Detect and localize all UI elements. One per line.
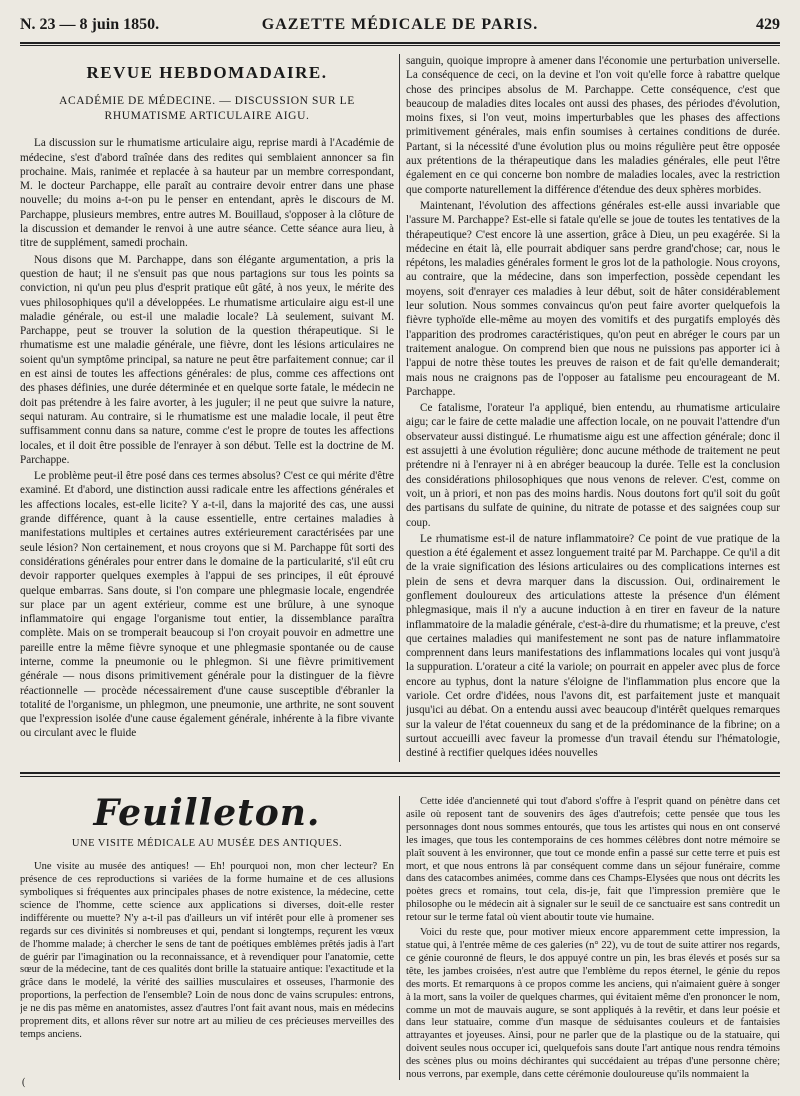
revue-right-column (406, 54, 780, 762)
paragraph: Cette idée d'ancienneté qui tout d'abord s'offre à l'esprit quand on pénètre dans cet asile où reposent tant de souvenirs des âges d'autrefois; cette pensée que tous les personnages dont nous sommes entourés, que tous les artistes qui nous en ont conservé les images, que tous les contemporains de ces hommes célèbres dont notre mémoire se plaît souvent à les environner, que tout ce monde enfin a passé sur cette terre et puis est mort, et que nous entrons là par conséquent comme dans un séjour funéraire, comme dans des catacombes animées, comme dans ces Champs-Elysées que nous ont décrits les poètes grecs et romains, tout cela, dis-je, fait que l'impression première que le philosophe ou le médecin ait à signaler sur le seuil de ce sanctuaire est sans contredit un retour sur le terme fatal où vient aboutir toute vie humaine. (406, 796, 780, 924)
paragraph: Maintenant, l'évolution des affections générales est-elle aussi invariable que l'assure M. Parchappe? Est-elle si fatale qu'elle se joue de toutes les tentatives de la thérapeutique? C'est encore là une assertion, grâce à Dieu, un peu exagérée. Si la médecine en était là, elle pourrait abdiquer sans perdre grand'chose; car, nous le répétons, les maladies générales forment le gros lot de la pathologie. Nous croyons, au contraire, que la médecine, dans son imperfection, possède cependant les moyens, soit d'enrayer ces maladies à leur début, soit de hâter considérablement leur solution. Nous sommes convaincus qu'on peut faire avorter quelquefois la fièvre typhoïde elle-même au moyen des vomitifs et des purgatifs employés dès l'apparition des prodromes caractéristiques, qu'on peut en abréger le cours par un traitement analogue. On comprend bien que nous ne puissions pas apporter ici à l'appui de notre thèse toutes les preuves de raison et de fait qu'elle demanderait; mais nous ne craignons pas de l'opposer au fatalisme peu encourageant de M. Parchappe. (406, 199, 780, 398)
feuilleton-left-column (20, 796, 394, 1080)
paragraph: Une visite au musée des antiques! — Eh! pourquoi non, mon cher lecteur? En présence de ces reproductions si variées de la forme humaine et de ces allusions symboliques si fréquentes aux principales phases de notre existence, la médecine, cette science de l'homme, cette science aux applications si diverses, doit-elle rester indifférente ou muette? N'y a-t-il pas d'ailleurs un vif intérêt pour elle à promener ses regards sur ces divinités si nombreuses et qui, pendant si longtemps, reçurent les vœux de l'homme malade; à chercher le sens de tant de poétiques emblèmes prêtés jadis à l'art de guérir par l'imagination ou la reconnaissance, et à revendiquer pour l'anatomie, cette sœur de la médecine, tant de ces qualités dont brille la statuaire antique: l'exactitude et la grâce dans le modelé, la vérité des saillies musculaires et osseuses, l'harmonie des proportions, la perfection de l'ensemble? Loin de nous donc de vains scrupules: entrons, je ne dis pas même en anatomistes, assez d'autres l'ont fait avant nous, mais en médecins proprement dits, et allons rêver sur notre art au milieu de ces précieuses merveilles des temps anciens. (20, 861, 394, 1040)
revue-left-column (20, 54, 394, 762)
paragraph: Ce fatalisme, l'orateur l'a appliqué, bien entendu, au rhumatisme articulaire aigu; car le faire de cette maladie une affection locale, on ne pouvait l'attendre d'un observateur aussi distingué. Le rhumatisme aigu est une affection générale; donc il est assujetti à une évolution régulière; donc aucune méthode de traitement ne peut prétendre ni à l'enrayer ni à en abréger beaucoup la durée. Telle est la conclusion des considérations philosophiques que nous venons de relever. C'est, comme on voit, un à priori, et non pas des moins hardis. Nous doutons fort qu'il soit du goût des partisans du sulfate de quinine, du nitrate de potasse et des saignées coup sur coup. (406, 402, 780, 529)
header-rule-thin (20, 45, 780, 46)
feuilleton-subtitle: UNE VISITE MÉDICALE AU MUSÉE DES ANTIQUES. (71, 838, 343, 850)
feuilleton-right-column (406, 796, 780, 1080)
feuilleton-rule-thin (20, 776, 780, 777)
paragraph: La discussion sur le rhumatisme articulaire aigu, reprise mardi à l'Académie de médecine, s'est d'abord traînée dans des redites qui semblaient annoncer sa fin prochaine. Mais, ranimée et replacée à sa hauteur par un membre correspondant, M. le docteur Parchappe, elle paraît au contraire devoir entrer dans une phase nouvelle; du moins a-t-on pu le penser en entendant, après le discours de M. Parchappe, plusieurs membres, entre autres M. Bouillaud, s'opposer à la clôture de la discussion et demander le renvoi à une autre séance. Cette séance aura lieu, à titre de supplément, samedi prochain. (20, 137, 394, 250)
page-number: 429 (756, 16, 780, 33)
paragraph: Le problème peut-il être posé dans ces termes absolus? C'est ce qui mérite d'être examiné. Et d'abord, une distinction aussi radicale entre les affections générales et les affections locales, est-elle licite? Y a-t-il, dans la majorité des cas, une aussi grande différence, quant à la cause essentielle, entre certaines maladies à manifestations multiples et certaines autres extérieurement caractérisées par une seule lésion? Non certainement, et nous croyons que si M. Parchappe fût sorti des considérations générales pour entrer dans le domaine de la particularité, s'il eût cru devoir rapporter quelques exemples à l'appui de ses principes, il eût éprouvé quelque embarras. Sans doute, si l'on compare une phlegmasie locale, engendrée sur place par un agent extérieur, comme est une brûlure, à une synoque inflammatoire qui engage l'organisme tout entier, la dissemblance paraîtra complète. Mais on se tromperait beaucoup si l'on croyait pouvoir en admettre une pareille entre la même fièvre synoque et une phlegmasie spontanée ou de cause interne, comme la pneumonie ou le phlegmon. Si une fièvre primitivement générale — nous disons primitivement générale pour la distinguer de la fièvre réactionnelle — procède nécessairement d'une cause susceptible d'ébranler la totalité de l'organisme, un phlegmon, une pneumonie, une arthrite, ne sont souvent que l'expression isolée d'une cause également générale, inhérente à la fibre vivante ou circulant avec le fluide (20, 470, 394, 740)
header-rule (20, 42, 780, 44)
issue-date: N. 23 — 8 juin 1850. (20, 16, 160, 33)
margin-mark: ( (22, 1077, 26, 1088)
feuilleton-title: Feuilleton. (93, 796, 321, 834)
revue-title: REVUE HEBDOMADAIRE. (86, 63, 328, 82)
column-divider (399, 54, 400, 762)
feuilleton-rule (20, 772, 780, 774)
paragraph: Voici du reste que, pour motiver mieux encore apparemment cette impression, la statue qui, à l'entrée même de ces galeries (n° 22), vu de tout de suite attirer nos regards, ce génie couronné de fleurs, le dos appuyé contre un pin, les bras élevés et posés sur sa tête, les jambes croisées, n'est autre que l'emblème du repos éternel, le génie du repos des morts. Et remarquons à ce propos comme les anciens, qui n'aimaient guère à songer à la mort, sans la voiler de quelques charmes, qui évitaient même d'en prononcer le nom, comme un mot de mauvais augure, se sont appliqués à la revêtir, et dans leur poésie et dans leur statuaire, comme d'un masque de séduisantes couleurs et de fantaisies attrayantes et joyeuses. Ainsi, pour ne parler que de la plastique ou de la statuaire, qui doivent seules nous occuper ici, quelquefois sans doute l'art antique nous rendra témoins des scènes plus ou moins déchirantes qui succédaient au trépas d'une personne chère; nous verrons, par exemple, dans cette cérémonie douloureuse qu'ils nommaient la (406, 927, 780, 1080)
paragraph: sanguin, quoique impropre à amener dans l'économie une perturbation universelle. La conséquence de ceci, on la devine et l'on voit qu'elle force à rabattre quelque chose des principes absolus de M. Parchappe. Cette conséquence, c'est que beaucoup de maladies dites locales ont aussi des phases, des périodes d'évolution, moins fixes, si l'on veut, moins imperturbables que les phases des affections primitivement générales, mais enfin soumises à certaines conditions de durée. Partant, si la nécessité d'une évolution plus ou moins régulière peut être opposée aux prétentions de la thérapeutique dans les maladies générales, elle peut l'être également en ce qui concerne bon nombre de maladies locales, avec la restriction que comporte naturellement la différence d'étendue des deux sphères morbides. (406, 55, 780, 196)
section-heading: ACADÉMIE DE MÉDECINE. — DISCUSSION SUR LE RHUMATISME ARTICULAIRE AIGU. (59, 95, 355, 123)
journal-title: GAZETTE MÉDICALE DE PARIS. (261, 16, 539, 33)
paragraph: Le rhumatisme est-il de nature inflammatoire? Ce point de vue pratique de la question a été également et assez longuement traité par M. Parchappe. Ce qu'il a dit de la vraie signification des lésions articulaires ou des complications internes est plein de sens et devra marquer dans la discussion. Oui, ordinairement le gonflement douloureux des articulations atteste la présence d'un élément phlegmasique, mais il n'y a aucune induction à en tirer en faveur de la nature inflammatoire de la maladie générale, c'est-à-dire du rhumatisme; et la preuve, c'est que certaines maladies qui manifestement ne sont pas de nature inflammatoire comprennent dans leurs manifestations des inflammations locales qui vont jusqu'à la suppuration. L'orateur a cité la variole; on pourrait en appeler avec plus de force encore au typhus, dont la nature s'éloigne de l'inflammation plus encore que la variole. Cet ordre d'idées, nous l'avons dit, est parfaitement juste et manquait jusqu'ici au débat. On a entendu aussi avec beaucoup d'intérêt quelques remarques sur la valeur de l'état couenneux du sang et de la prédominance de la fibrine; on a surtout accueilli avec faveur la promesse d'un travail étendu sur l'hématologie, destiné à rectifier quelques idées nouvelles (406, 532, 780, 760)
paragraph: Nous disons que M. Parchappe, dans son élégante argumentation, a pris la question de haut; il ne s'ensuit pas que nous partagions sur tous les points sa conviction, ni qu'un peu plus d'esprit pratique eût gâté, à nos yeux, le mérite des vues philosophiques qu'il a développées. Le rhumatisme articulaire aigu est-il une maladie générale, ou est-il une maladie locale? Là seulement, suivant M. Parchappe, peut se trouver la solution de la question thérapeutique. Si le rhumatisme est une maladie générale, une fièvre, dont les lésions articulaires ne soient qu'un symptôme principal, sa nature ne peut être parfaitement connue; car il en est ainsi de toutes les affections générales: de plus, comme ces affections ont des phases définies, une durée déterminée et en quelque sorte fatale, le médecin ne doit pas prétendre à les faire avorter, à les juguler; il ne peut que suivre la nature, sequi naturam. Au contraire, si le rhumatisme est une maladie locale, il peut être suffisamment connu dans sa nature, comme c'est le propre de toutes les affections locales, et il doit être possible de l'enrayer à son début. Telle est la doctrine de M. Parchappe. (20, 253, 394, 466)
column-divider (399, 796, 400, 1080)
page-header (20, 14, 780, 40)
